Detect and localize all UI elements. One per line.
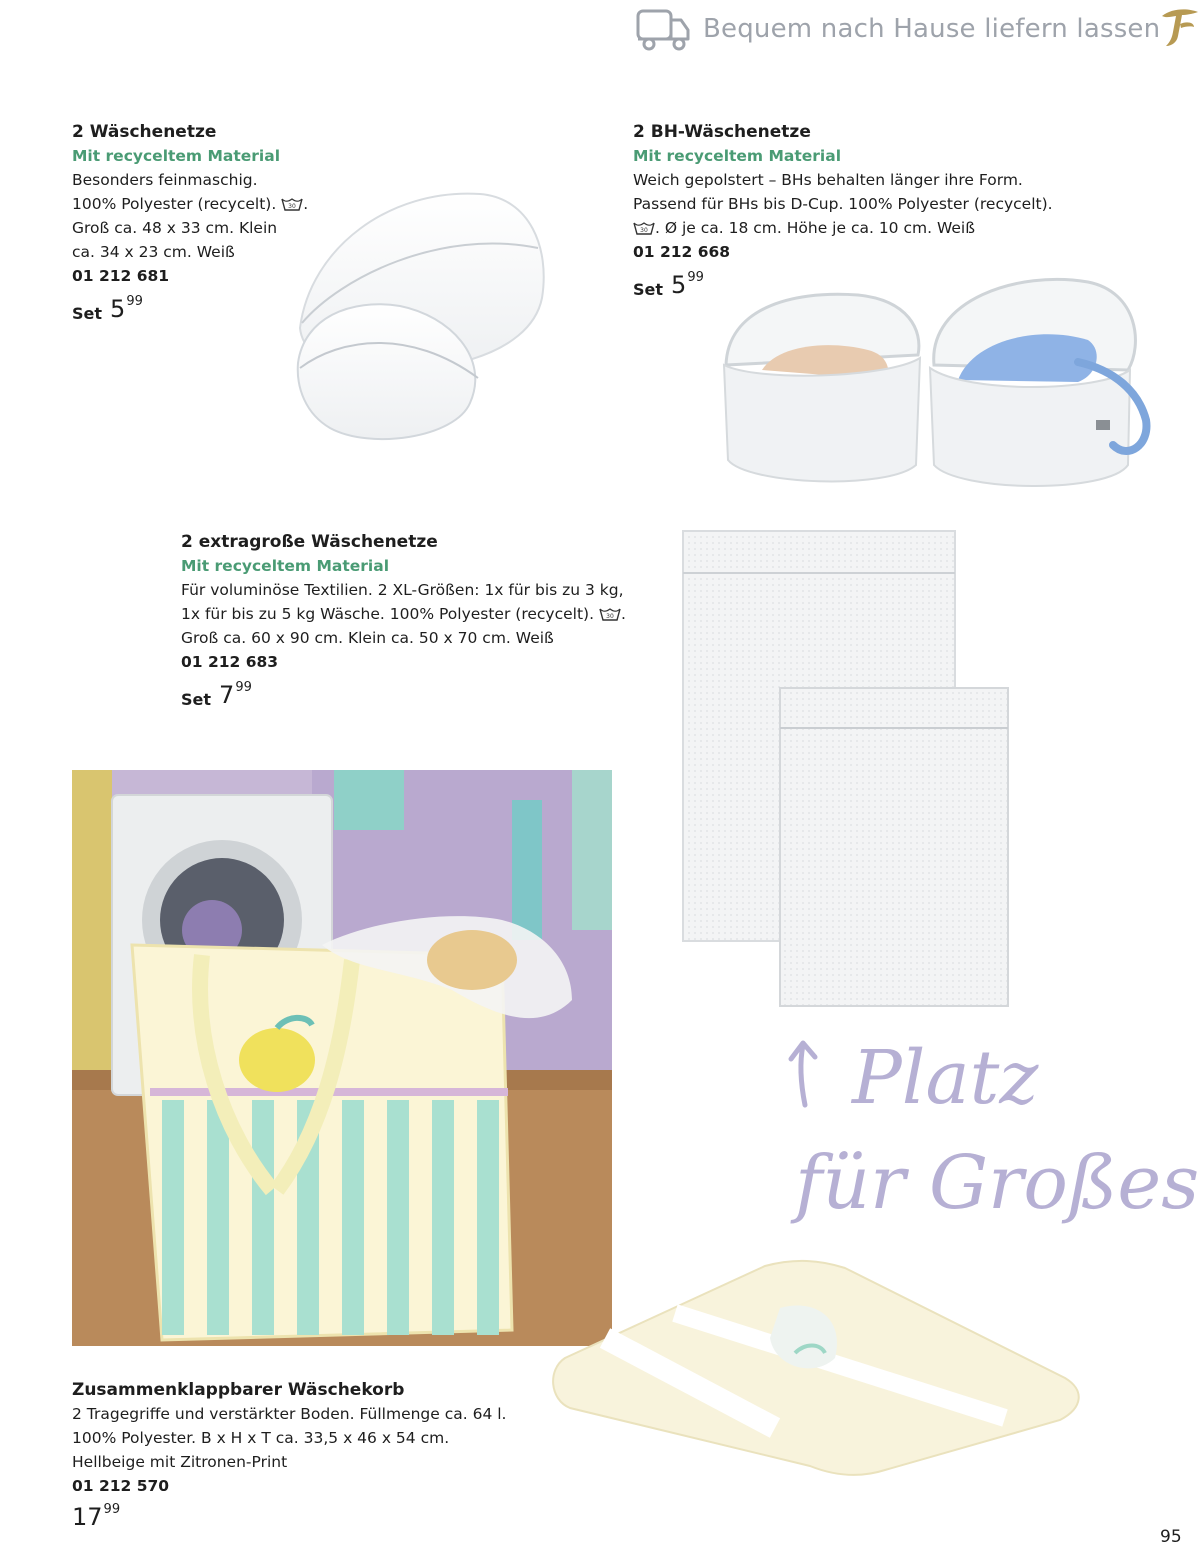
product-desc-line: Groß ca. 60 x 90 cm. Klein ca. 50 x 70 cm. Weiß xyxy=(181,629,554,647)
product-title: 2 BH-Wäschenetze xyxy=(633,122,811,142)
product-desc-text: 1x für bis zu 5 kg Wäsche. 100% Polyester (recycelt). xyxy=(181,605,594,623)
product-desc-line xyxy=(633,216,1053,240)
truck-icon xyxy=(636,8,690,52)
delivery-header xyxy=(636,4,1200,56)
laundry-basket-photo xyxy=(72,770,612,1346)
bra-nets-image xyxy=(718,270,1158,495)
price-decimal: 99 xyxy=(103,1502,121,1517)
product-laundry-basket xyxy=(72,1378,506,1532)
folded-basket-image xyxy=(545,1258,1095,1478)
price-prefix: Set xyxy=(72,304,103,323)
product-desc-line: Hellbeige mit Zitronen-Print xyxy=(72,1453,288,1471)
product-desc-line: Für voluminöse Textilien. 2 XL-Größen: 1x für bis zu 3 kg, xyxy=(181,581,624,599)
price-prefix: Set xyxy=(633,280,664,299)
product-xl-laundry-nets xyxy=(181,530,626,712)
svg-text:30: 30 xyxy=(606,613,614,620)
tchibo-logo xyxy=(1156,6,1200,50)
product-desc-line: 100% Polyester. B x H x T ca. 33,5 x 46 x 54 cm. xyxy=(72,1429,450,1447)
product-desc-line xyxy=(181,602,626,626)
product-desc-text: . Ø je ca. 18 cm. Höhe je ca. 10 cm. Weiß xyxy=(655,219,975,237)
wash-30-icon xyxy=(633,221,655,235)
delivery-text: Bequem nach Hause liefern lassen xyxy=(703,14,1161,44)
desc-suffix: . xyxy=(620,605,626,623)
price-prefix: Set xyxy=(181,690,212,709)
product-desc-line: 2 Tragegriffe und verstärkter Boden. Füllmenge ca. 64 l. xyxy=(72,1405,507,1423)
price-decimal: 99 xyxy=(235,680,252,695)
product-subtitle: Mit recyceltem Material xyxy=(181,557,390,575)
price-integer: 7 xyxy=(219,681,235,709)
product-desc-line: Weich gepolstert – BHs behalten länger ihre Form. xyxy=(633,171,1023,189)
article-number: 01 212 683 xyxy=(181,653,279,671)
article-number: 01 212 668 xyxy=(633,243,731,261)
price-decimal: 99 xyxy=(126,294,143,309)
laundry-nets-image xyxy=(280,188,555,446)
page-number: 95 xyxy=(1160,1527,1182,1547)
xl-laundry-nets-image xyxy=(680,528,1015,1013)
price xyxy=(72,1502,506,1532)
arrow-up-icon xyxy=(785,1035,845,1115)
desc-suffix: . xyxy=(303,195,309,213)
svg-text:30: 30 xyxy=(288,203,297,210)
product-desc-text: 100% Polyester (recycelt). xyxy=(72,195,277,213)
svg-text:30: 30 xyxy=(640,227,648,234)
price-decimal: 99 xyxy=(687,270,704,285)
product-subtitle: Mit recyceltem Material xyxy=(633,147,842,165)
product-desc-line: ca. 34 x 23 cm. Weiß xyxy=(72,243,235,261)
product-desc-line: Besonders feinmaschig. xyxy=(72,171,258,189)
product-desc-line: Groß ca. 48 x 33 cm. Klein xyxy=(72,219,278,237)
price-integer: 5 xyxy=(671,271,687,299)
price xyxy=(72,294,308,326)
price xyxy=(181,680,626,712)
product-desc-line xyxy=(72,192,308,216)
product-title: 2 extragroße Wäschenetze xyxy=(181,532,438,552)
slogan-line-2: für Großes xyxy=(795,1140,1200,1226)
product-title: Zusammenklappbarer Wäschekorb xyxy=(72,1380,405,1400)
product-subtitle: Mit recyceltem Material xyxy=(72,147,281,165)
wash-30-icon xyxy=(599,607,621,621)
product-laundry-nets xyxy=(72,120,308,326)
price-integer: 17 xyxy=(72,1503,103,1531)
price-integer: 5 xyxy=(110,295,126,323)
product-title: 2 Wäschenetze xyxy=(72,122,217,142)
article-number: 01 212 681 xyxy=(72,267,170,285)
product-desc-line: Passend für BHs bis D-Cup. 100% Polyester (recycelt). xyxy=(633,195,1053,213)
slogan-line-1: Platz xyxy=(852,1035,1039,1121)
article-number: 01 212 570 xyxy=(72,1477,170,1495)
